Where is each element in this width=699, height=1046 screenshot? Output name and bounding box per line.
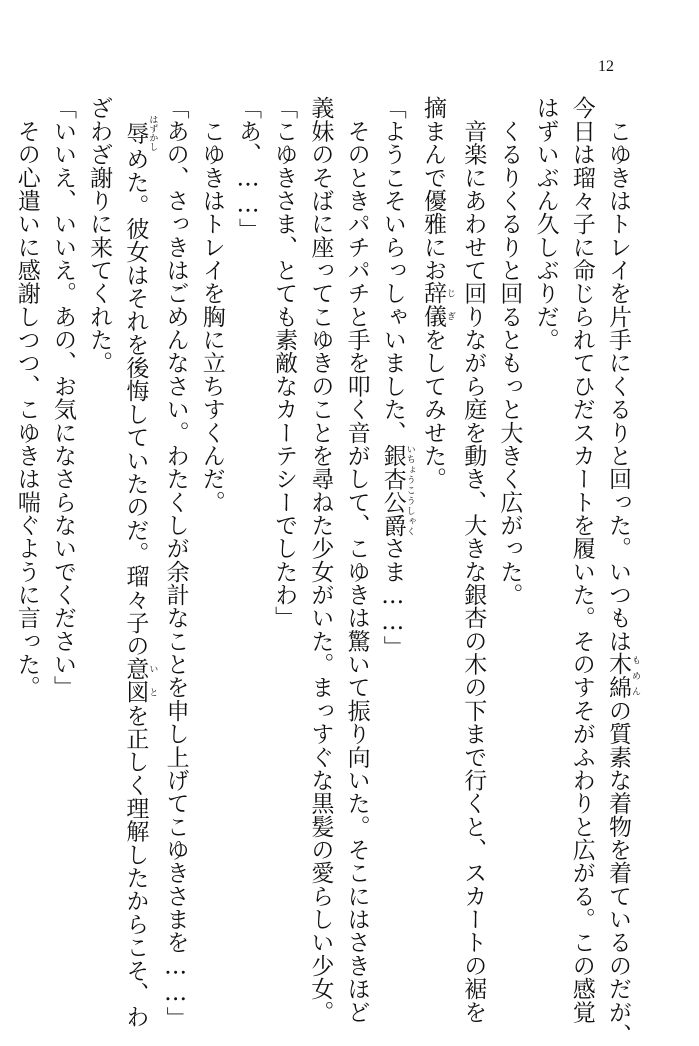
page-number: 12 xyxy=(598,58,614,75)
ruby-reading: はずかし xyxy=(147,115,158,152)
text-run: 今日は瑠々子に命じられてひだスカートを履いた。そのすそがふわりと広がる。この感覚 xyxy=(568,96,595,1024)
text-run: くるりくるりと回るともっと大きく広がった。 xyxy=(496,96,523,606)
text-run: その心遣いに感謝しつつ、こゆきは喘ぐように言った。 xyxy=(13,96,40,699)
text-run: さま……」 xyxy=(379,536,406,659)
text-line xyxy=(81,96,117,966)
text-run: 「ようこそいらっしゃいました、 xyxy=(379,96,406,444)
text-line xyxy=(157,96,193,1030)
text-run: そのときパチパチと手を叩く音がして、こゆきは驚いて振り向いた。そこにはさきほど xyxy=(343,96,370,1024)
ruby-base: 図 xyxy=(122,680,149,704)
text-line xyxy=(230,96,266,966)
text-run: を正しく理解したからこそ、わ xyxy=(122,703,149,1029)
text-run: 「あ、……」 xyxy=(234,96,261,242)
text-run: 摘まんで優雅にお xyxy=(419,96,446,282)
text-line xyxy=(45,96,81,966)
text-run: をしてみせた。 xyxy=(419,327,446,491)
text-line xyxy=(302,96,338,1024)
text-line xyxy=(455,96,491,1024)
ruby-word xyxy=(122,657,158,681)
text-line xyxy=(600,96,640,1046)
text-line xyxy=(564,96,600,1024)
text-run: めた。彼女はそれを後悔していたのだ。瑠々子の xyxy=(122,147,149,658)
text-run: 義妹のそばに座ってこゆきのことを尋ねた少女がいた。まっすぐな黒髪の愛らしい少女。 xyxy=(307,96,334,1024)
ruby-reading: いちょうこうしゃく xyxy=(404,443,415,537)
text-line xyxy=(9,96,45,966)
text-line xyxy=(375,96,415,966)
ruby-base: 銀杏公爵 xyxy=(379,443,406,537)
text-run: こゆきはトレイを片手にくるりと回った。いつもは xyxy=(605,96,631,653)
text-run: はずいぶん久しぶりだ。 xyxy=(532,96,559,351)
text-run: 「あの、さっきはごめんなさい。わたくしが余計なことを申し上げてこゆきさまを……」 xyxy=(162,96,189,1030)
ruby-base: 辞儀 xyxy=(419,281,446,328)
ruby-base: 木綿 xyxy=(605,652,631,699)
novel-text xyxy=(13,96,640,1046)
text-run: 「いいえ、いいえ。あの、お気になさらないでください」 xyxy=(49,96,76,699)
text-run: 音楽にあわせて回りながら庭を動き、大きな銀杏の木の下まで行くと、スカートの裾を xyxy=(460,96,487,1024)
text-line xyxy=(415,96,455,966)
ruby-word xyxy=(605,652,640,699)
text-run: こゆきはトレイを胸に立ちすくんだ。 xyxy=(198,96,225,514)
ruby-word xyxy=(122,115,158,152)
ruby-base: 辱 xyxy=(122,115,149,152)
text-run: ざわざ謝りに来てくれた。 xyxy=(86,96,113,375)
ruby-word xyxy=(379,443,415,537)
text-line xyxy=(527,96,563,966)
text-line xyxy=(266,96,302,966)
ruby-word xyxy=(419,281,455,328)
ruby-reading: と xyxy=(147,680,158,704)
ruby-word xyxy=(122,680,158,704)
text-line xyxy=(194,96,230,966)
ruby-reading: い xyxy=(147,657,158,681)
text-line xyxy=(491,96,527,966)
ruby-reading: もめん xyxy=(630,652,640,699)
ruby-base: 意 xyxy=(122,657,149,681)
text-line xyxy=(338,96,374,1024)
text-run: の質素な着物を着ているのだが、 xyxy=(605,698,631,1046)
text-run: 「こゆきさま、とても素敵なカーテシーでしたわ」 xyxy=(271,96,298,630)
text-line xyxy=(117,96,158,1029)
ruby-reading: じぎ xyxy=(444,281,455,328)
